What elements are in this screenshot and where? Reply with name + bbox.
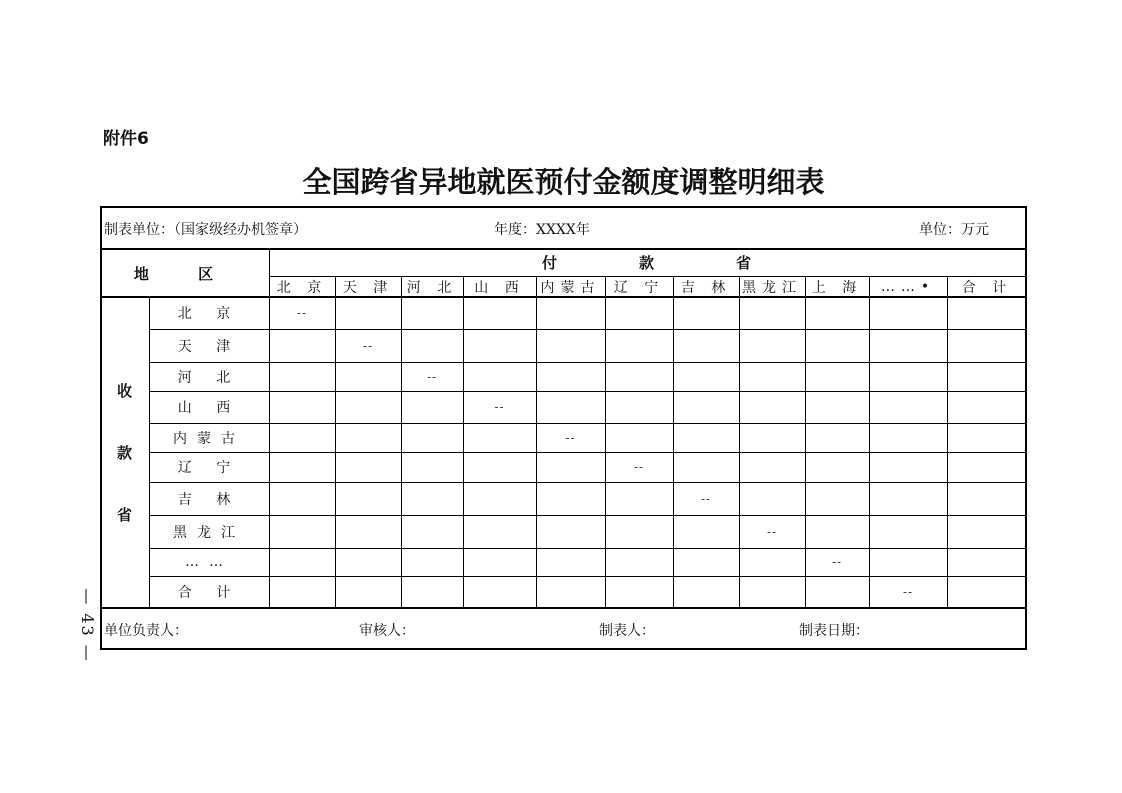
page-number-text: — 43 — [77, 587, 97, 663]
diagonal-placeholder: -- [831, 555, 843, 569]
currency-unit-label: 单位：万元 [919, 222, 989, 238]
paying-column-header: ……• [880, 278, 936, 295]
diagonal-placeholder: -- [700, 491, 712, 506]
paying-column-header: 黑龙江 [742, 279, 802, 296]
receiving-row-label: 辽 宁 [177, 460, 241, 476]
receiving-province-header [100, 380, 149, 525]
receiving-row-label: 天 津 [177, 338, 241, 355]
receiving-row-label: 河 北 [177, 369, 241, 386]
attachment-label: 附件6 [103, 129, 149, 149]
column-divider [605, 276, 606, 608]
paying-column-header: 山 西 [474, 279, 525, 296]
column-divider [673, 276, 674, 608]
column-divider [401, 276, 402, 608]
paying-column-header: 吉 林 [680, 279, 732, 296]
paying-header-char-2: 款 [639, 254, 655, 272]
row-divider [149, 548, 1027, 549]
row-divider [149, 329, 1027, 330]
receiving-header-char-3: 省 [116, 506, 132, 524]
paying-column-header: 河 北 [406, 279, 458, 296]
paying-column-header: 合 计 [961, 279, 1013, 296]
column-divider [335, 276, 336, 608]
paying-column-header: 内蒙古 [540, 279, 601, 296]
paying-column-header: 辽 宁 [613, 279, 665, 296]
diagonal-placeholder: -- [296, 306, 308, 320]
preparing-unit-label: 制表单位：（国家级经办机签章） [104, 222, 307, 238]
paying-column-header: 北 京 [276, 279, 328, 296]
column-divider [869, 276, 870, 608]
paying-header-char-1: 付 [542, 254, 558, 272]
row-divider [149, 482, 1027, 483]
diagonal-placeholder: -- [362, 338, 374, 353]
paying-column-header: 上 海 [811, 279, 863, 296]
prepared-date-label: 制表日期： [799, 623, 869, 639]
diagonal-placeholder: -- [565, 430, 576, 445]
receiving-row-label: 黑龙江 [173, 524, 245, 541]
row-divider [149, 452, 1027, 453]
paying-header-char-3: 省 [736, 254, 752, 272]
diagonal-placeholder: -- [766, 524, 778, 539]
column-divider [739, 276, 740, 608]
reviewer-label: 审核人： [359, 623, 415, 639]
receiving-header-char-2: 款 [116, 444, 132, 462]
diagonal-placeholder: -- [902, 585, 914, 599]
diagonal-placeholder: -- [494, 400, 505, 414]
receiving-header-char-1: 收 [116, 382, 132, 400]
receiving-row-label: 内蒙古 [173, 430, 245, 447]
row-divider [149, 362, 1027, 363]
column-divider [947, 276, 948, 608]
receiving-row-label: 北 京 [177, 306, 241, 322]
responsible-person-label: 单位负责人： [104, 623, 188, 639]
page-number [72, 585, 102, 665]
receiving-row-label: 山 西 [177, 400, 241, 416]
year-label: 年度：XXXX年 [494, 222, 590, 238]
preparer-label: 制表人： [599, 623, 655, 639]
region-header: 地 区 [133, 264, 236, 283]
document-title: 全国跨省异地就医预付金额度调整明细表 [302, 165, 825, 199]
receiving-row-label: 吉 林 [177, 491, 241, 508]
diagonal-placeholder: -- [633, 460, 645, 474]
receiving-row-label: …… [185, 554, 233, 570]
paying-province-header [269, 249, 1027, 276]
row-divider [149, 515, 1027, 516]
column-divider [463, 276, 464, 608]
diagonal-placeholder: -- [426, 369, 438, 384]
paying-column-header: 天 津 [342, 279, 394, 296]
receiving-row-label: 合 计 [177, 585, 241, 601]
row-divider [149, 391, 1027, 392]
